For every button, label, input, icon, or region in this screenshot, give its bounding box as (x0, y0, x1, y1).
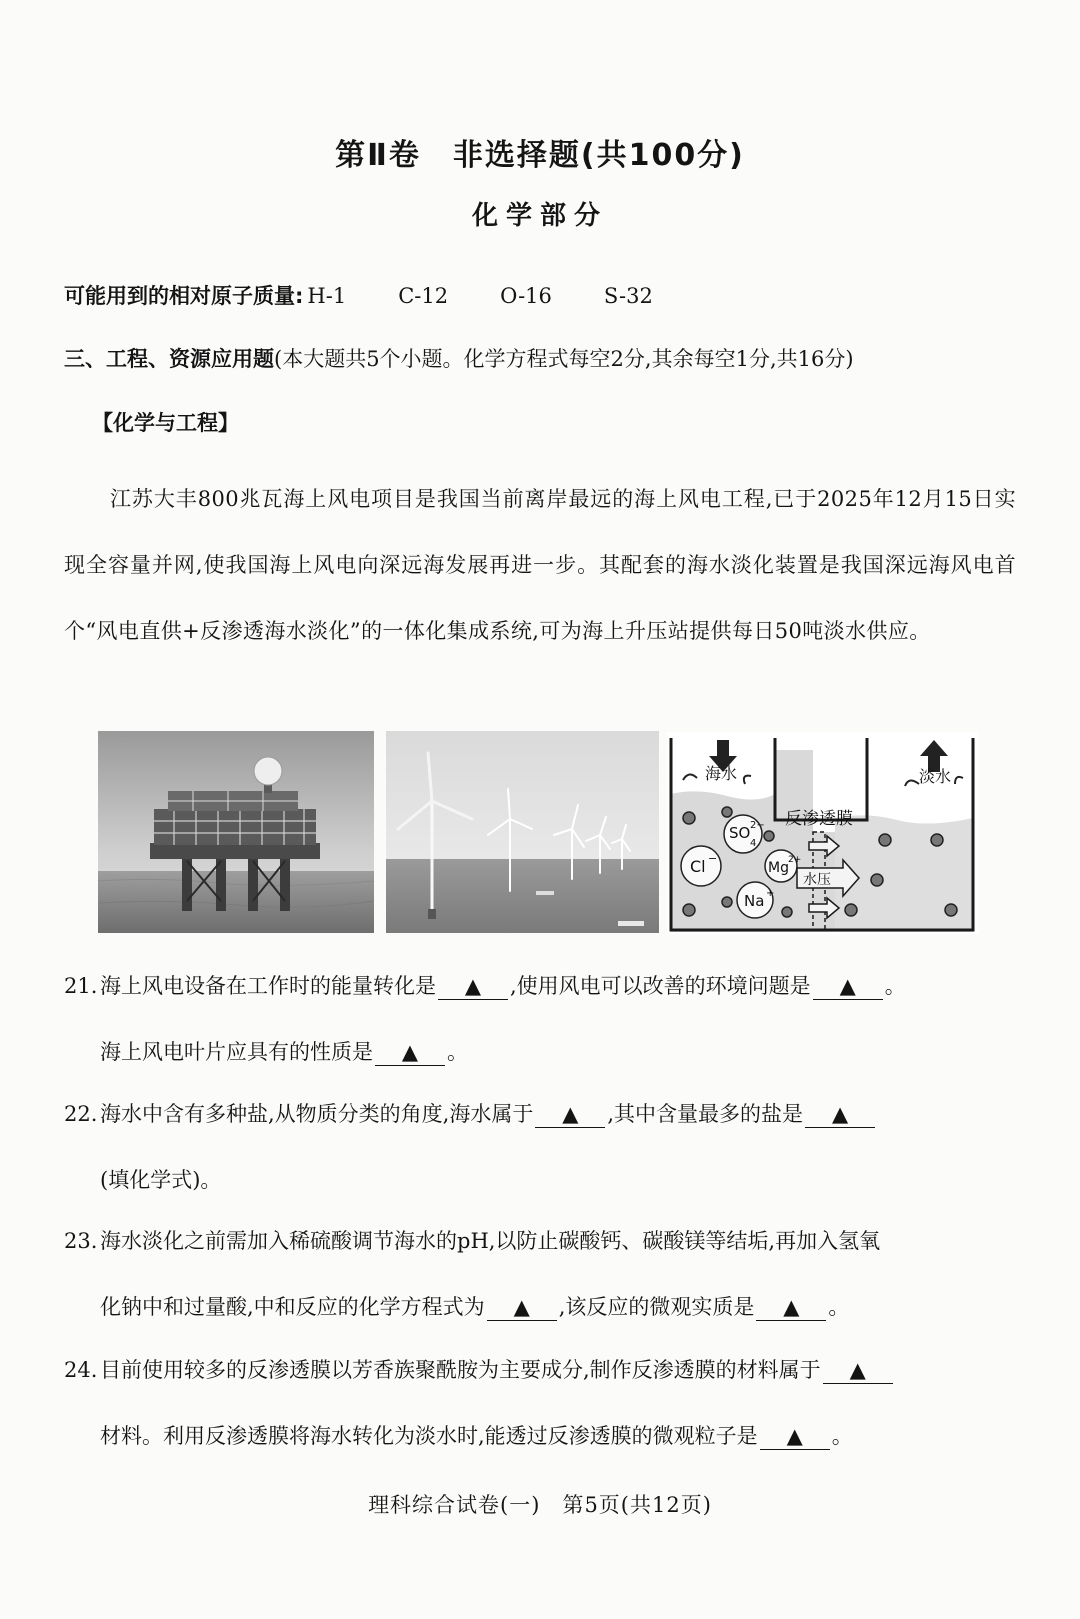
subject-title: 化学部分 (471, 201, 608, 231)
q24-number: 24. (64, 1358, 98, 1382)
q21-text-c: 。 (884, 974, 906, 998)
platform-photo (98, 731, 374, 933)
q23-number: 23. (64, 1229, 98, 1253)
q22-blank-1[interactable]: ▲ (535, 1101, 605, 1128)
atomic-masses-label: 可能用到的相对原子质量: (64, 284, 304, 308)
q23-text-a: 海水淡化之前需加入稀硫酸调节海水的pH,以防止碳酸钙、碳酸镁等结垢,再加入氢氧 (100, 1229, 881, 1253)
pressure-label: 水压 (803, 872, 831, 888)
q22-blank-2[interactable]: ▲ (805, 1101, 875, 1128)
ion-cl-charge: − (708, 852, 718, 865)
q24-blank-2[interactable]: ▲ (760, 1423, 830, 1450)
ion-so4: SO (729, 824, 751, 842)
q23-blank-2[interactable]: ▲ (756, 1294, 826, 1321)
ion-na-charge: + (766, 888, 775, 899)
ion-cl: Cl (690, 857, 706, 876)
q23-text-b: 化钠中和过量酸,中和反应的化学方程式为 (100, 1295, 485, 1319)
q21-blank-2[interactable]: ▲ (813, 973, 883, 1000)
q21-blank-3[interactable]: ▲ (375, 1039, 445, 1066)
question-21 (64, 953, 1024, 1085)
question-23 (64, 1208, 1024, 1340)
mass-c: C-12 (398, 284, 449, 308)
subsection-title: 【化学与工程】 (92, 411, 239, 435)
seawater-label: 海水 (705, 764, 738, 783)
part-three-title: 三、工程、资源应用题 (64, 347, 274, 371)
question-22 (64, 1081, 1024, 1213)
section-title: 第Ⅱ卷 非选择题(共100分) (335, 138, 745, 173)
question-24 (64, 1337, 1024, 1469)
q22-text-c: (填化学式)。 (100, 1168, 222, 1192)
ion-mg-charge: 2+ (788, 855, 802, 865)
q24-text-a: 目前使用较多的反渗透膜以芳香族聚酰胺为主要成分,制作反渗透膜的材料属于 (100, 1358, 821, 1382)
ion-so4-charge: 2− (750, 820, 765, 831)
q23-text-d: 。 (828, 1295, 850, 1319)
q22-number: 22. (64, 1102, 98, 1126)
reverse-osmosis-diagram (667, 732, 979, 934)
q22-text-b: ,其中含量最多的盐是 (607, 1102, 804, 1126)
svg-text:SO (729, 824, 750, 842)
atomic-masses (64, 280, 653, 310)
q23-blank-1[interactable]: ▲ (487, 1294, 557, 1321)
q21-text-e: 。 (447, 1040, 468, 1064)
mass-s: S-32 (603, 284, 653, 308)
q24-text-c: 。 (831, 1424, 853, 1448)
q21-text-b: ,使用风电可以改善的环境问题是 (510, 974, 811, 998)
part-three-heading (64, 343, 854, 373)
part-three-note: (本大题共5个小题。化学方程式每空2分,其余每空1分,共16分) (274, 347, 854, 371)
page-footer: 理科综合试卷(一) 第5页(共12页) (368, 1493, 712, 1517)
q21-number: 21. (64, 974, 98, 998)
freshwater-label: 淡水 (919, 767, 952, 786)
q24-blank-1[interactable]: ▲ (823, 1357, 893, 1384)
q24-text-b: 材料。利用反渗透膜将海水转化为淡水时,能透过反渗透膜的微观粒子是 (100, 1424, 758, 1448)
mass-o: O-16 (500, 284, 552, 308)
q22-text-a: 海水中含有多种盐,从物质分类的角度,海水属于 (100, 1102, 534, 1126)
ion-na: Na (744, 892, 765, 910)
membrane-label: 反渗透膜 (785, 809, 853, 829)
wind-turbine-photo (386, 731, 659, 933)
mass-h: H-1 (307, 284, 347, 308)
q21-blank-1[interactable]: ▲ (438, 973, 508, 1000)
q21-text-a: 海上风电设备在工作时的能量转化是 (100, 974, 436, 998)
ion-so4-subscript: 4 (750, 838, 757, 849)
q21-text-d: 海上风电叶片应具有的性质是 (100, 1040, 373, 1064)
q23-text-c: ,该反应的微观实质是 (558, 1295, 755, 1319)
ion-mg: Mg (768, 860, 789, 876)
intro-paragraph: 江苏大丰800兆瓦海上风电项目是我国当前离岸最远的海上风电工程,已于2025年12月15日实现全容量并网,使我国海上风电向深远海发展再进一步。其配套的海水淡化装置是我国深远海风电首个“风电直供+反渗透海水淡化”的一体化集成系统,可为海上升压站提供每日50吨淡水供应。 (64, 487, 1016, 643)
